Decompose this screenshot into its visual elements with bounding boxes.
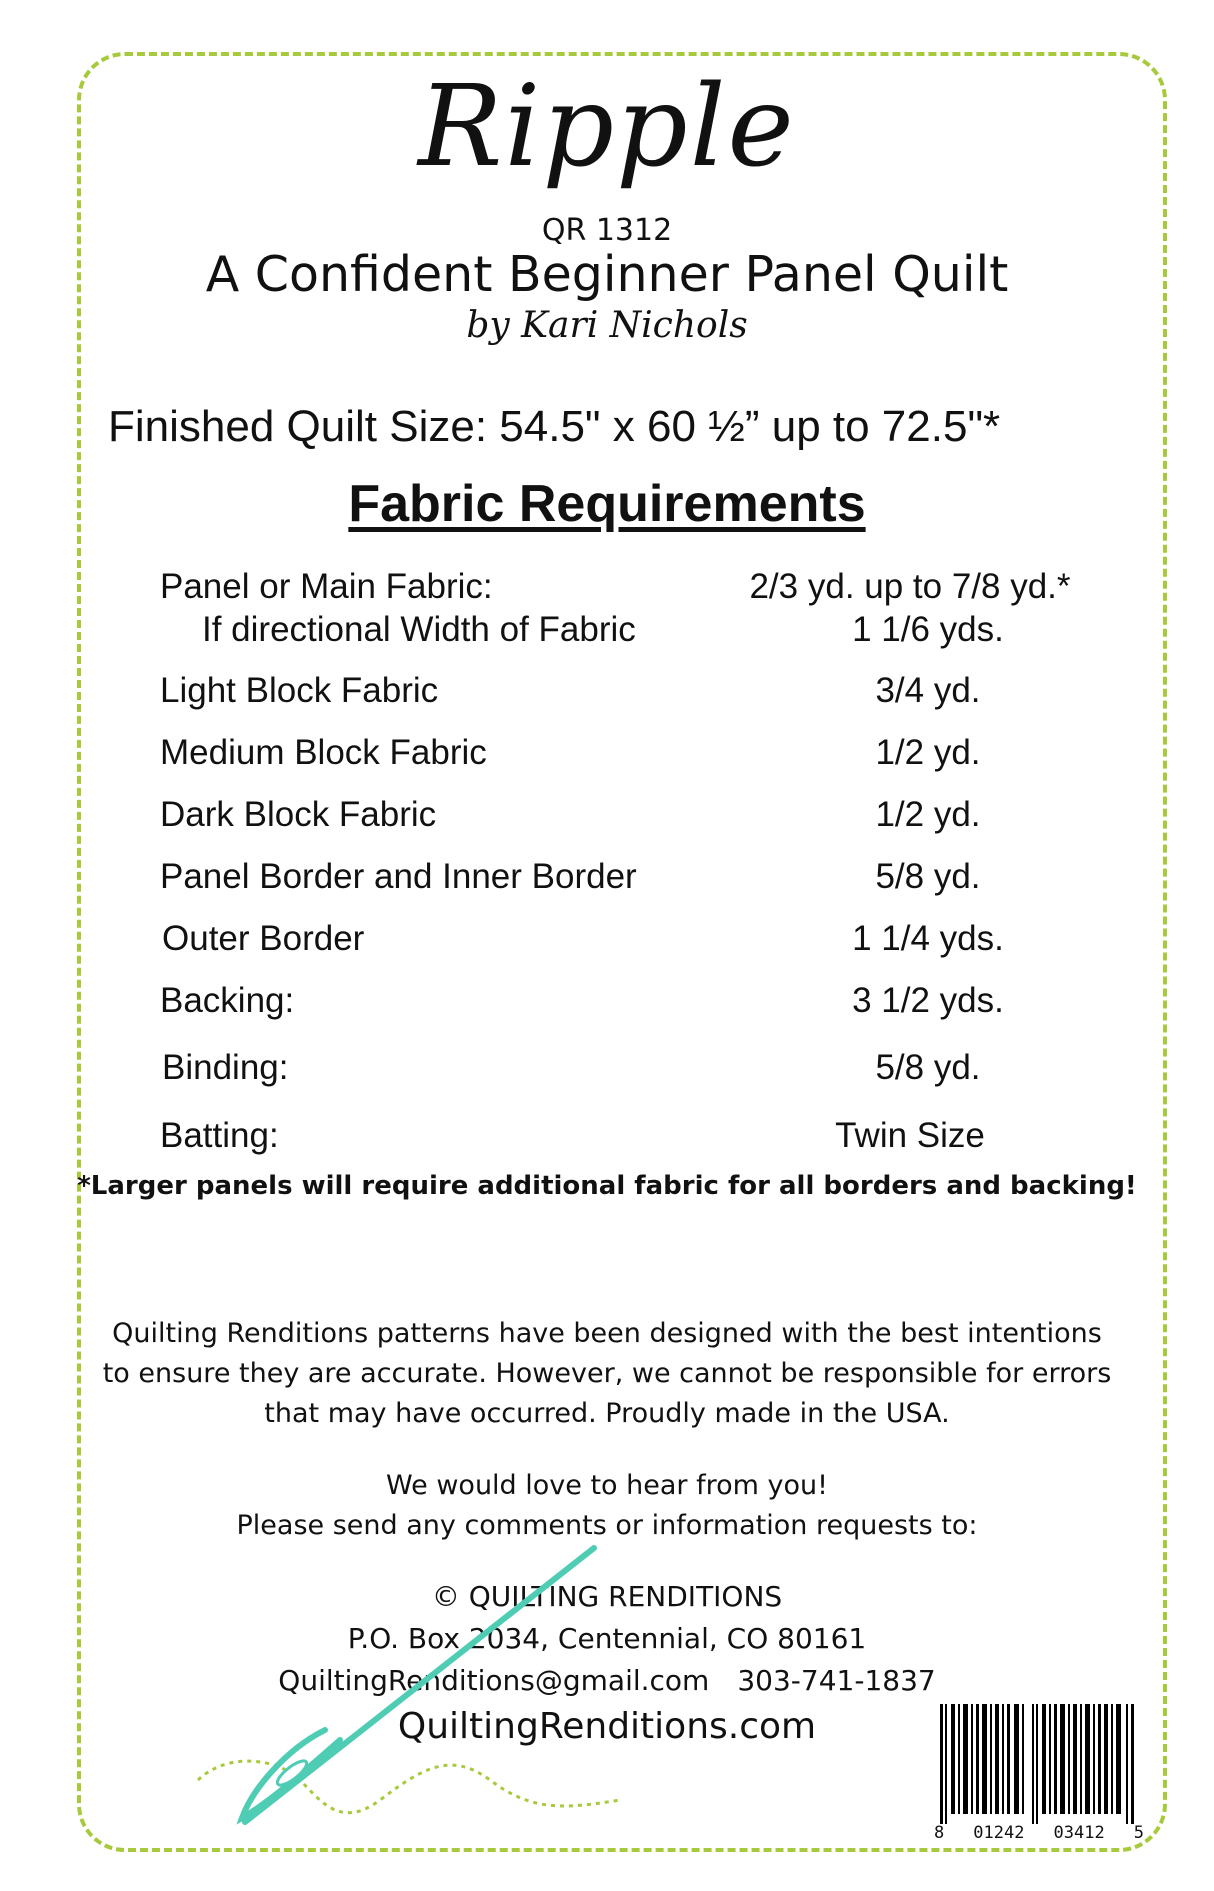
pattern-title: Ripple	[418, 62, 796, 192]
requirement-label: Batting:	[160, 1116, 279, 1155]
requirement-value: 3/4 yd.	[875, 671, 981, 710]
barcode-digit-group: 5	[1133, 1823, 1144, 1843]
requirement-label: Binding:	[162, 1048, 289, 1087]
requirement-value: Twin Size	[835, 1116, 985, 1155]
barcode-digits	[934, 1823, 1144, 1843]
company-name: © QUILTING RENDITIONS	[431, 1580, 783, 1613]
requirement-value: 5/8 yd.	[875, 1048, 981, 1087]
feedback-line: We would love to hear from you!	[386, 1470, 828, 1501]
contact-email[interactable]: QuiltingRenditions@gmail.com	[278, 1664, 710, 1697]
requirement-value: 1/2 yd.	[875, 733, 981, 772]
disclaimer-line: Quilting Renditions patterns have been designed with the best intentions	[112, 1318, 1102, 1349]
requirement-label: Backing:	[160, 981, 295, 1020]
disclaimer-line: that may have occurred. Proudly made in the USA.	[264, 1398, 950, 1429]
feedback-line: Please send any comments or information requests to:	[236, 1510, 978, 1541]
barcode-digit-group: 01242	[973, 1823, 1025, 1843]
pattern-code: QR 1312	[541, 213, 673, 248]
finished-size: Finished Quilt Size: 54.5" x 60 ½” up to 72.5"*	[108, 402, 1001, 451]
contact-phone: 303-741-1837	[737, 1664, 936, 1697]
requirement-value: 1 1/6 yds.	[852, 610, 1004, 649]
pattern-author: by Kari Nichols	[466, 305, 748, 346]
requirement-value: 2/3 yd. up to 7/8 yd.*	[749, 567, 1071, 606]
barcode-digit-group: 8	[934, 1823, 945, 1843]
barcode-digit-group: 03412	[1053, 1823, 1105, 1843]
requirement-label: Panel Border and Inner Border	[160, 857, 637, 896]
website-link[interactable]: QuiltingRenditions.com	[397, 1706, 817, 1747]
requirement-label: Medium Block Fabric	[160, 733, 487, 772]
requirement-value: 3 1/2 yds.	[852, 981, 1004, 1020]
requirement-value: 5/8 yd.	[875, 857, 981, 896]
pattern-subtitle: A Confident Beginner Panel Quilt	[205, 246, 1009, 303]
barcode-icon	[940, 1704, 1136, 1824]
requirement-label: Outer Border	[162, 919, 365, 958]
requirement-label: Light Block Fabric	[160, 671, 439, 710]
requirement-label: Dark Block Fabric	[160, 795, 437, 834]
requirement-label: Panel or Main Fabric:	[160, 567, 493, 606]
requirement-label: If directional Width of Fabric	[202, 610, 636, 649]
fabric-requirements-heading: Fabric Requirements	[348, 475, 866, 533]
requirement-value: 1 1/4 yds.	[852, 919, 1004, 958]
needle-and-thread-icon	[190, 1540, 630, 1830]
larger-panels-note: *Larger panels will require additional fabric for all borders and backing!	[77, 1171, 1137, 1201]
disclaimer-line: to ensure they are accurate. However, we cannot be responsible for errors	[102, 1358, 1112, 1389]
mailing-address: P.O. Box 2034, Centennial, CO 80161	[347, 1622, 867, 1655]
requirement-value: 1/2 yd.	[875, 795, 981, 834]
